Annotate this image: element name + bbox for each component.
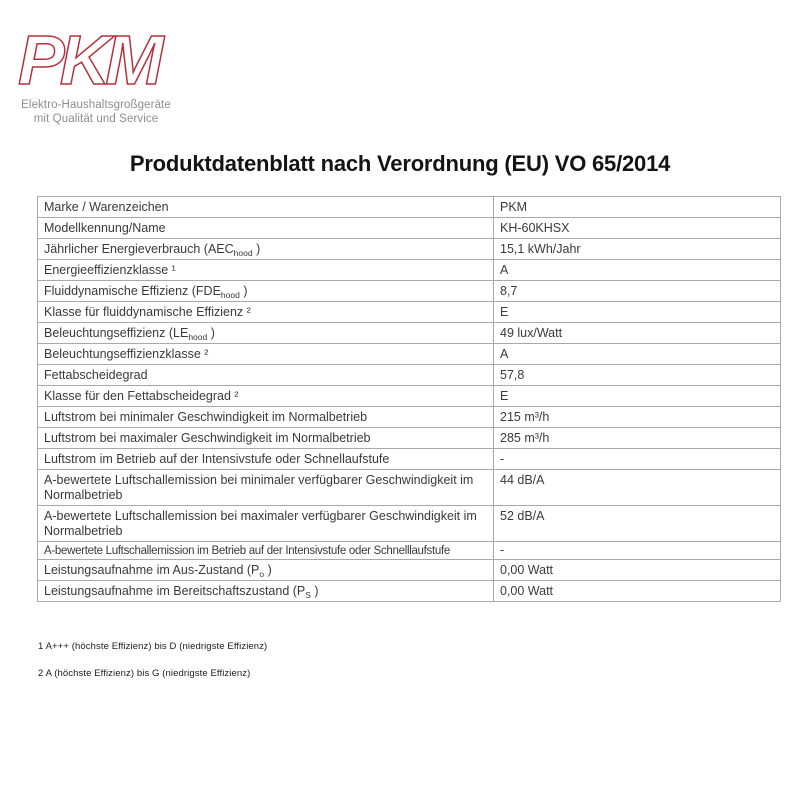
row-value: A [494,260,781,281]
row-label: Klasse für den Fettabscheidegrad ² [38,386,494,407]
page-title: Produktdatenblatt nach Verordnung (EU) VO 65/2014 [129,151,671,176]
row-value: - [494,542,781,560]
row-value: 215 m³/h [494,407,781,428]
table-row [38,542,781,560]
row-label: Modellkennung/Name [38,218,494,239]
row-label: Leistungsaufnahme im Bereitschaftszustand ($P_S$ ) [38,581,494,602]
table-row [38,428,781,449]
row-value: KH-60KHSX [494,218,781,239]
table-row [38,386,781,407]
row-label: A-bewertete Luftschallemission bei minimaler verfügbarer Geschwindigkeit im Normalbetrieb [38,470,494,506]
pkm-logo [16,24,176,126]
row-value: 49 lux/Watt [494,323,781,344]
row-value: A [494,344,781,365]
table-row [38,470,781,506]
row-label: Klasse für fluiddynamische Effizienz ² [38,302,494,323]
row-label: A-bewertete Luftschallemission im Betrieb auf der Intensivstufe oder Schnelllaufstufe [38,542,494,560]
row-label: Marke / Warenzeichen [38,197,494,218]
row-value: E [494,386,781,407]
row-label: Jährlicher Energieverbrauch ($AEC_{hood}$ ) [38,239,494,260]
footnote-2: 2 A (höchste Effizienz) bis G (niedrigste Effizienz) [38,668,251,679]
footnote-1: 1 A+++ (höchste Effizienz) bis D (niedrigste Effizienz) [38,641,268,652]
row-value: 285 m³/h [494,428,781,449]
row-value: 8,7 [494,281,781,302]
row-label: Beleuchtungseffizienzklasse ² [38,344,494,365]
row-value: 0,00 Watt [494,581,781,602]
row-value: 44 dB/A [494,470,781,506]
table-row [38,260,781,281]
table-row [38,581,781,602]
row-label: Fettabscheidegrad [38,365,494,386]
logo-tagline-line1: Elektro-Haushaltsgroßgeräte [21,99,171,111]
table-row [38,218,781,239]
row-value: 15,1 kWh/Jahr [494,239,781,260]
row-label: Energieeffizienzklasse ¹ [38,260,494,281]
row-label: Luftstrom im Betrieb auf der Intensivstufe oder Schnellaufstufe [38,449,494,470]
table-row [38,449,781,470]
table-row [38,323,781,344]
row-value: 57,8 [494,365,781,386]
product-datasheet-table [37,196,781,602]
table-row [38,560,781,581]
table-row [38,197,781,218]
row-label: Luftstrom bei maximaler Geschwindigkeit im Normalbetrieb [38,428,494,449]
table-row [38,239,781,260]
table-body [38,197,781,602]
table-row [38,365,781,386]
pkm-logo-text: PKM [18,24,159,96]
table-row [38,407,781,428]
row-label: A-bewertete Luftschallemission bei maximaler verfügbarer Geschwindigkeit im Normalbetrieb [38,506,494,542]
row-value: 52 dB/A [494,506,781,542]
row-label: Luftstrom bei minimaler Geschwindigkeit im Normalbetrieb [38,407,494,428]
table-row [38,506,781,542]
row-value: PKM [494,197,781,218]
table-row [38,302,781,323]
table-row [38,281,781,302]
row-label: Beleuchtungseffizienz ($LE_{hood}$ ) [38,323,494,344]
row-value: E [494,302,781,323]
logo-tagline-line2: mit Qualität und Service [33,113,159,125]
row-value: - [494,449,781,470]
pkm-logo-mark [16,24,174,96]
table-row [38,344,781,365]
logo-tagline [16,98,176,126]
row-value: 0,00 Watt [494,560,781,581]
row-label: Leistungsaufnahme im Aus-Zustand ($P_o$ ) [38,560,494,581]
row-label: Fluiddynamische Effizienz ($FDE_{hood}$ ) [38,281,494,302]
